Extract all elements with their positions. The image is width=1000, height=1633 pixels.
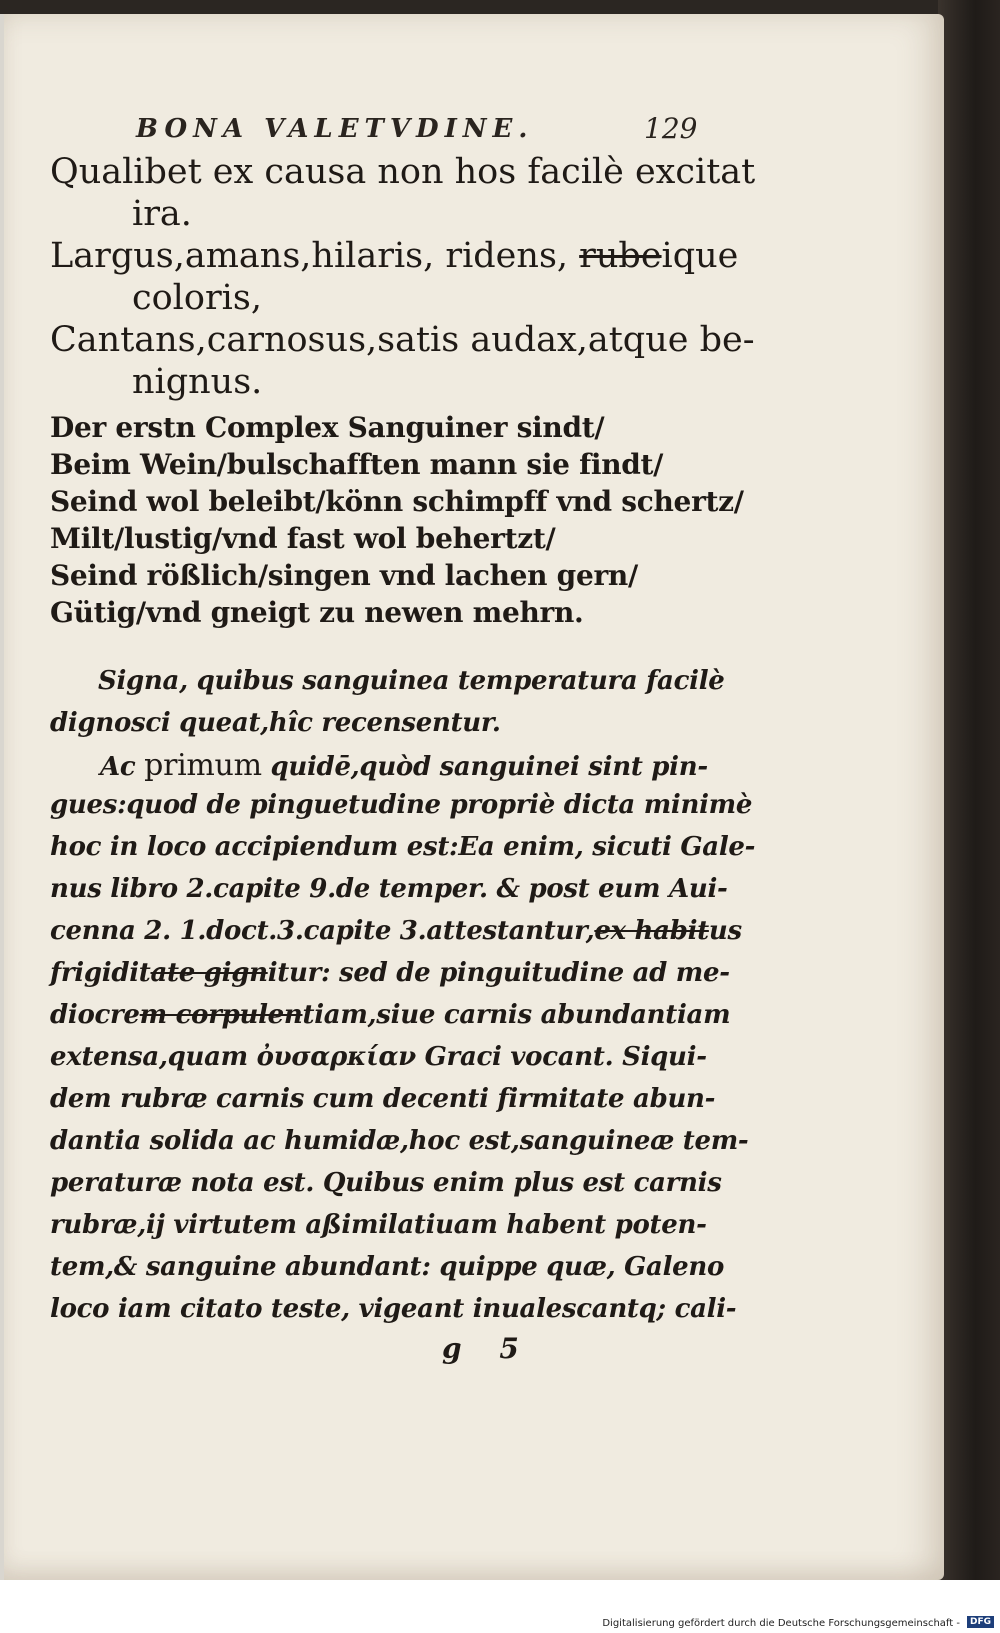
prose-line-3-primum: primum	[144, 748, 262, 783]
prose-line-11: dem rubræ carnis cum decenti firmitate abun-	[50, 1084, 716, 1114]
prose-line-9-start: diocre	[50, 1000, 140, 1030]
german-line-5: Seind rößlich/singen vnd lachen gern/	[50, 559, 638, 592]
prose-line-10: extensa,quam ὀυσαρκίαν Graci vocant. Siqui-	[50, 1042, 707, 1072]
prose-line-7	[50, 916, 742, 946]
german-line-2: Beim Wein/bulschafften mann sie findt/	[50, 448, 664, 481]
verse-line-2: ira.	[132, 194, 192, 234]
prose-line-4: gues:quod de pinguetudine propriè dicta minimè	[50, 790, 753, 820]
prose-line-14: rubræ,ij virtutem aßimilatiuam habent poten-	[50, 1210, 707, 1240]
prose-line-2: dignosci queat,hîc recensentur.	[50, 708, 501, 738]
verse-line-5: Cantans,carnosus,satis audax,atque be-	[50, 320, 755, 360]
book-top-edge	[0, 0, 1000, 14]
prose-line-3-rest: quidē,quòd sanguinei sint pin-	[270, 752, 708, 782]
german-line-4: Milt/lustig/vnd fast wol behertzt/	[50, 522, 556, 555]
prose-line-7-end: us	[708, 916, 742, 946]
verse-line-4: coloris,	[132, 278, 262, 318]
prose-line-1: Signa, quibus sanguinea temperatura facilè	[98, 666, 725, 696]
prose-line-8	[50, 958, 730, 988]
signature-mark: g 5	[442, 1332, 519, 1365]
page-number: 129	[644, 112, 698, 145]
prose-line-3-ac: Ac	[100, 752, 136, 782]
prose-line-15: tem,& sanguine abundant: quippe quæ, Galeno	[50, 1252, 725, 1282]
verse-line-6: nignus.	[132, 362, 263, 402]
book-page	[4, 14, 944, 1580]
verse-line-1: Qualibet ex causa non hos facilè excitat	[50, 152, 756, 192]
prose-line-5: hoc in loco accipiendum est:Ea enim, sicuti Gale-	[50, 832, 756, 862]
prose-line-7-text: cenna 2. 1.doct.3.capite 3.attestantur,	[50, 916, 595, 946]
prose-line-3	[100, 748, 708, 783]
german-line-3: Seind wol beleibt/könn schimpff vnd schertz/	[50, 485, 744, 518]
running-title: BONA VALETVDINE.	[136, 114, 534, 144]
book-spine-edge	[938, 0, 1000, 1633]
prose-line-12: dantia solida ac humidæ,hoc est,sanguineæ tem-	[50, 1126, 749, 1156]
page-content	[4, 14, 944, 1580]
verse-line-3-end: ique	[661, 236, 739, 276]
german-line-1: Der erstn Complex Sanguiner sindt/	[50, 411, 605, 444]
dfg-logo-badge: DFG	[967, 1616, 994, 1628]
struck-phrase-3: m corpulen	[139, 1000, 303, 1030]
prose-line-9	[50, 1000, 730, 1030]
struck-word: rube	[579, 236, 662, 276]
struck-phrase-2: ate gign	[150, 958, 268, 988]
verse-line-3	[50, 236, 738, 277]
prose-line-16: loco iam citato teste, vigeant inualescantq; cali-	[50, 1294, 737, 1324]
prose-line-6: nus libro 2.capite 9.de temper. & post eum Aui-	[50, 874, 728, 904]
prose-line-8-end: itur: sed de pinguitudine ad me-	[267, 958, 730, 988]
german-line-6: Gütig/vnd gneigt zu newen mehrn.	[50, 596, 584, 629]
prose-line-13: peraturæ nota est. Quibus enim plus est carnis	[50, 1168, 722, 1198]
prose-line-9-end: tiam,siue carnis abundantiam	[302, 1000, 731, 1030]
digitization-credit: Digitalisierung gefördert durch die Deutsche Forschungsgemeinschaft -	[602, 1618, 960, 1629]
struck-phrase-1: ex habit	[594, 916, 709, 946]
prose-line-8-start: frigidit	[50, 958, 151, 988]
verse-line-3-text: Largus,amans,hilaris, ridens,	[50, 236, 580, 276]
